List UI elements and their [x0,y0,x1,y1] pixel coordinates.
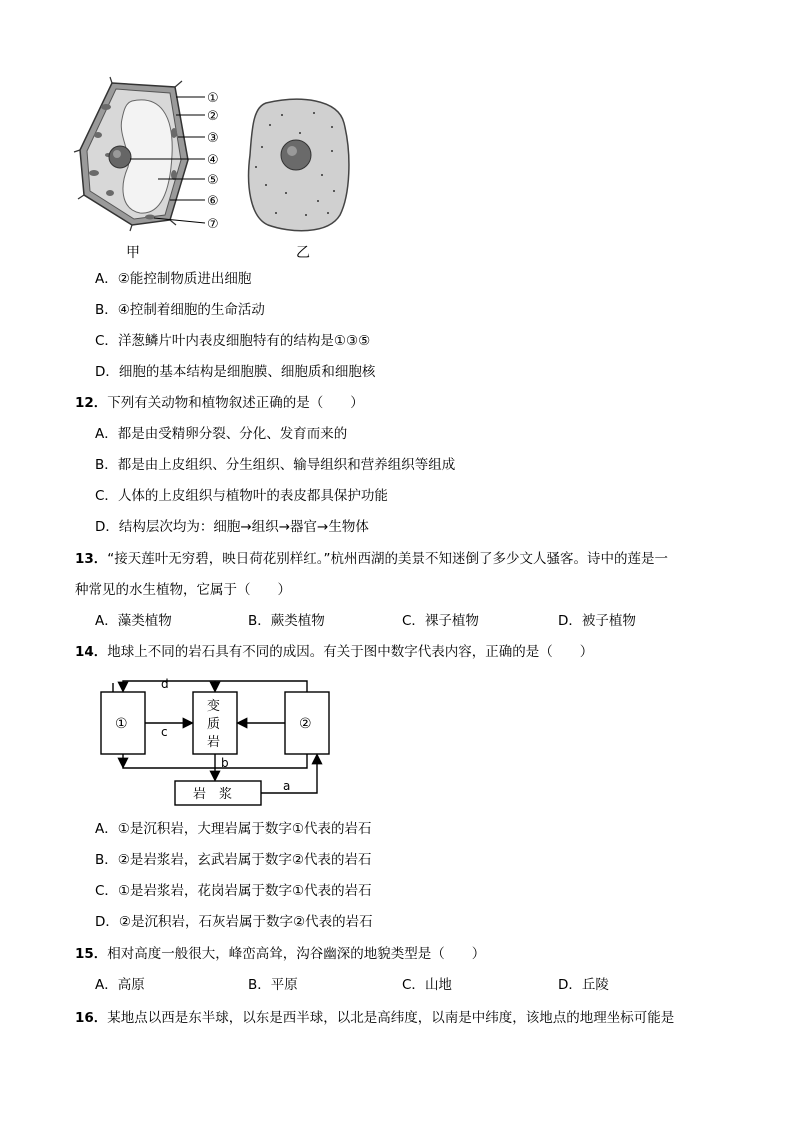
option-text: 洋葱鳞片叶内表皮细胞特有的结构是①③⑤ [117,333,371,349]
question-text: 下列有关动物和植物叙述正确的是（ ） [107,395,364,411]
question-number: 14． [75,644,108,660]
q13-option-c [402,612,479,630]
q12-option-a [95,425,347,443]
option-letter: C． [402,977,425,993]
arrow-c-label: c [161,725,168,739]
option-text: 都是由受精卵分裂、分化、发育而来的 [117,426,348,442]
question-text: 某地点以西是东半球，以东是西半球，以北是高纬度，以南是中纬度，该地点的地理坐标可能是 [107,1010,675,1026]
box-2-label: ② [299,716,312,732]
option-letter: C． [95,488,118,504]
q13-option-d [558,612,636,630]
q12-option-c [95,487,388,505]
q15-option-c [402,976,452,994]
option-text: 结构层次均为：细胞→组织→器官→生物体 [118,519,369,535]
metamorphic-char-3: 岩 [207,735,221,750]
cell-label-6: ⑥ [207,194,219,209]
q15-stem [75,945,485,963]
arrow-d-label: d [161,677,169,691]
option-text: 丘陵 [581,977,609,993]
rock-cycle-diagram [95,672,345,812]
option-letter: B． [248,977,271,993]
option-text: 裸子植物 [424,613,479,629]
q12-option-d [95,518,369,536]
cell-figure [70,75,370,265]
option-text: ②是沉积岩，石灰岩属于数字②代表的岩石 [118,914,373,930]
option-letter: D． [558,613,582,629]
option-letter: B． [95,852,118,868]
option-text: 蕨类植物 [270,613,325,629]
caption-yi: 乙 [296,245,310,261]
q11-option-c [95,332,370,350]
option-text: ①是岩浆岩，花岗岩属于数字①代表的岩石 [117,883,372,899]
option-letter: A． [95,271,118,287]
q16-stem [75,1009,674,1027]
q11-option-a [95,270,251,288]
metamorphic-char-1: 变 [207,699,221,714]
q12-stem [75,394,364,412]
q13-option-a [95,612,172,630]
option-text: ②能控制物质进出细胞 [117,271,252,287]
option-text: 细胞的基本结构是细胞膜、细胞质和细胞核 [118,364,376,380]
animal-cell-nucleus [281,140,311,170]
q11-option-b [95,301,265,319]
q12-option-b [95,456,455,474]
arrow-b-label: b [221,756,229,770]
option-text: 藻类植物 [117,613,172,629]
metamorphic-char-2: 质 [207,717,221,732]
q14-option-b [95,851,371,869]
question-text: 种常见的水生植物，它属于（ ） [75,582,291,598]
cell-label-7: ⑦ [207,217,219,232]
question-number: 16． [75,1010,108,1026]
cell-label-1: ① [207,91,219,106]
q14-option-d [95,913,373,931]
question-text: 地球上不同的岩石具有不同的成因。有关于图中数字代表内容，正确的是（ ） [107,644,594,660]
q14-option-a [95,820,371,838]
option-text: 人体的上皮组织与植物叶的表皮都具保护功能 [117,488,388,504]
q14-stem [75,643,593,661]
magma-label: 岩 浆 [193,787,233,802]
q14-option-c [95,882,372,900]
question-number: 15． [75,946,108,962]
q15-option-d [558,976,609,994]
option-letter: B． [248,613,271,629]
plant-cell-nucleus [109,146,131,168]
option-text: ④控制着细胞的生命活动 [117,302,265,318]
option-letter: D． [558,977,582,993]
cell-label-3: ③ [207,131,219,146]
option-letter: A． [95,977,118,993]
cell-label-2: ② [207,109,219,124]
option-letter: C． [95,333,118,349]
q13-stem-line2 [75,581,291,599]
option-text: 平原 [270,977,298,993]
question-text: 相对高度一般很大，峰峦高耸，沟谷幽深的地貌类型是（ ） [107,946,486,962]
question-number: 13． [75,551,108,567]
option-letter: B． [95,457,118,473]
option-letter: B． [95,302,118,318]
option-text: 被子植物 [581,613,636,629]
q11-option-d [95,363,375,381]
question-text: “接天莲叶无穷碧，映日荷花别样红。”杭州西湖的美景不知迷倒了多少文人骚客。诗中的莲是一 [107,551,669,567]
cell-label-4: ④ [207,153,219,168]
box-1-label: ① [115,716,128,732]
option-letter: C． [95,883,118,899]
option-letter: D． [95,519,119,535]
caption-jia: 甲 [126,245,140,261]
question-number: 12． [75,395,108,411]
option-letter: A． [95,613,118,629]
option-text: 高原 [117,977,145,993]
option-letter: A． [95,426,118,442]
q13-stem-line1 [75,550,668,568]
option-letter: A． [95,821,118,837]
option-letter: D． [95,364,119,380]
option-text: ①是沉积岩，大理岩属于数字①代表的岩石 [117,821,372,837]
q15-option-a [95,976,145,994]
option-text: 山地 [424,977,452,993]
q13-option-b [248,612,325,630]
cell-label-5: ⑤ [207,173,219,188]
option-letter: C． [402,613,425,629]
arrow-a-label: a [283,779,291,793]
option-text: 都是由上皮组织、分生组织、输导组织和营养组织等组成 [117,457,456,473]
option-text: ②是岩浆岩，玄武岩属于数字②代表的岩石 [117,852,372,868]
q15-option-b [248,976,298,994]
option-letter: D． [95,914,119,930]
